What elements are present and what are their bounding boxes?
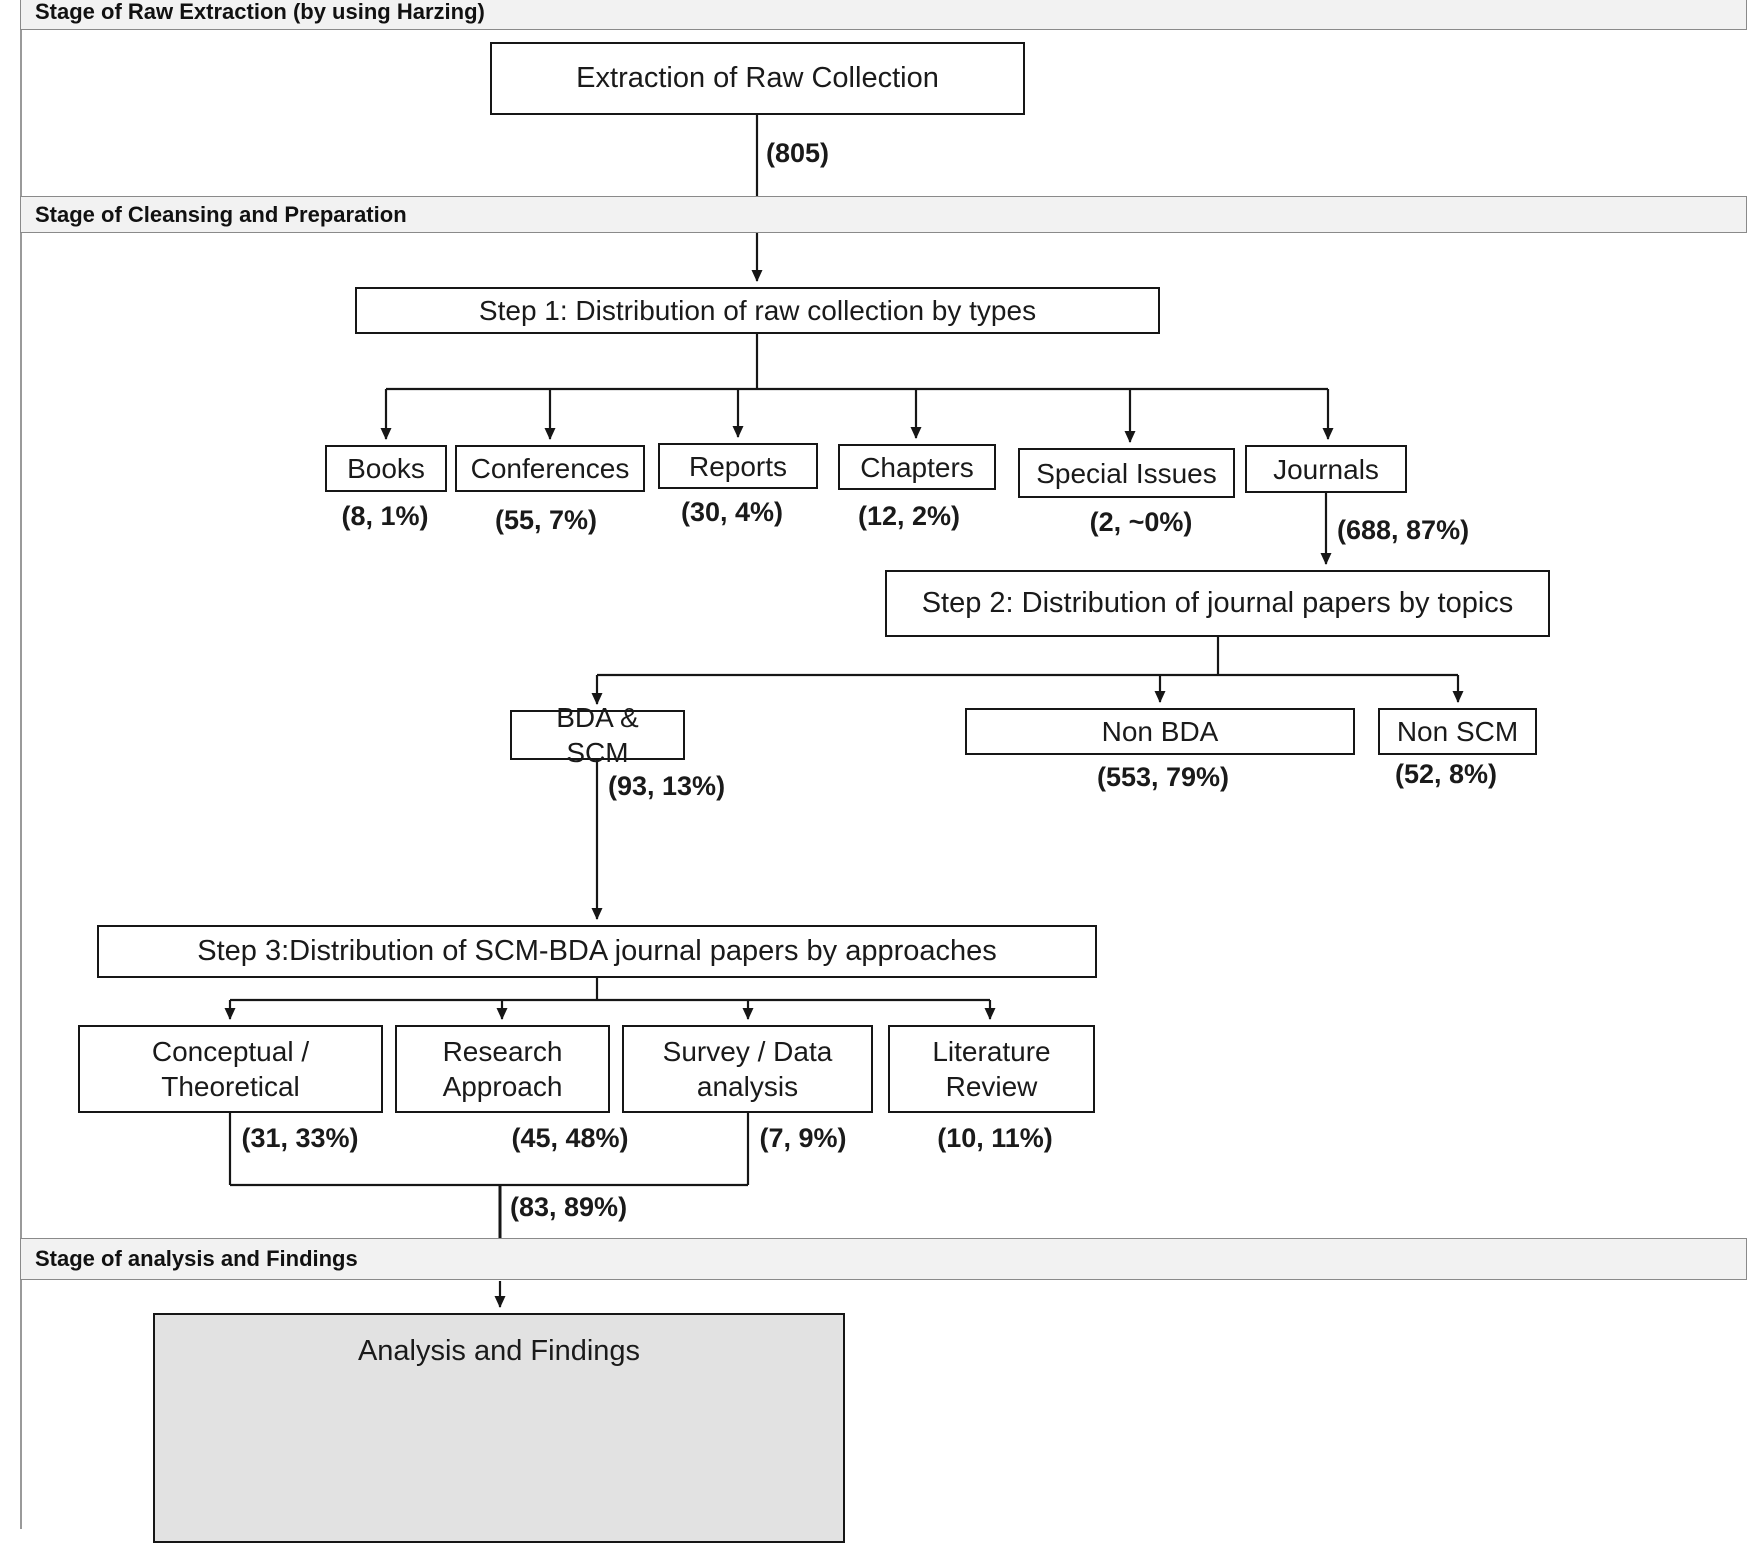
extraction-box <box>490 42 1025 115</box>
topic-count-bda-scm: (93, 13%) <box>608 771 726 801</box>
topic-label-bda-scm: BDA & SCM <box>556 702 639 768</box>
approach-box-literature <box>888 1025 1095 1113</box>
approach-count-research: (45, 48%) <box>511 1123 629 1153</box>
analysis-findings-label: Analysis and Findings <box>357 1335 641 1367</box>
type-label-conferences: Conferences <box>470 453 630 484</box>
step2-label: Step 2: Distribution of journal papers by topics <box>921 587 1514 620</box>
step3-box <box>97 925 1097 978</box>
step3-label: Step 3:Distribution of SCM-BDA journal papers by approaches <box>197 935 997 968</box>
type-box-books <box>325 445 447 492</box>
stage-bar-raw-extraction <box>20 0 1747 30</box>
type-count-books: (8, 1%) <box>341 501 429 531</box>
type-count-journals: (688, 87%) <box>1337 515 1470 545</box>
type-box-reports <box>658 443 818 489</box>
approach-box-survey <box>622 1025 873 1113</box>
step2-box <box>885 570 1550 637</box>
approach-count-survey: (7, 9%) <box>759 1123 847 1153</box>
type-box-special-issues <box>1018 448 1235 498</box>
topic-box-bda-scm <box>510 702 685 768</box>
type-box-chapters <box>838 444 996 490</box>
topic-box-non-scm <box>1378 708 1537 755</box>
type-label-books: Books <box>347 453 425 484</box>
type-count-reports: (30, 4%) <box>680 497 784 527</box>
type-count-conferences: (55, 7%) <box>494 505 598 535</box>
stage-raw-extraction-label: Stage of Raw Extraction (by using Harzing) <box>35 0 485 24</box>
type-count-special-issues: (2, ~0%) <box>1089 507 1193 537</box>
type-label-reports: Reports <box>688 450 788 482</box>
step1-box <box>355 287 1160 334</box>
stage-bar-cleansing <box>20 196 1747 233</box>
approach-label-research: Research Approach <box>442 1036 563 1102</box>
type-box-conferences <box>455 445 645 492</box>
step1-label: Step 1: Distribution of raw collection by types <box>478 295 1037 326</box>
approach-count-conceptual: (31, 33%) <box>241 1123 359 1153</box>
extraction-label: Extraction of Raw Collection <box>576 62 939 95</box>
type-label-chapters: Chapters <box>860 451 974 483</box>
type-box-journals <box>1245 445 1407 493</box>
topic-label-non-bda: Non BDA <box>1101 716 1219 747</box>
approach-box-conceptual <box>78 1025 383 1113</box>
combined-count: (83, 89%) <box>510 1192 628 1222</box>
type-count-chapters: (12, 2%) <box>857 501 961 531</box>
type-label-journals: Journals <box>1273 453 1379 485</box>
stage-cleansing-label: Stage of Cleansing and Preparation <box>35 201 407 227</box>
extraction-count: (805) <box>766 138 830 168</box>
stage-bar-analysis <box>20 1238 1747 1280</box>
topic-label-non-scm: Non SCM <box>1396 716 1519 747</box>
type-label-special-issues: Special Issues <box>1036 457 1217 489</box>
topic-count-non-bda: (553, 79%) <box>1096 762 1230 792</box>
approach-label-conceptual: Conceptual / Theoretical <box>151 1036 310 1102</box>
topic-count-non-scm: (52, 8%) <box>1394 759 1498 789</box>
approach-label-survey: Survey / Data analysis <box>662 1036 833 1102</box>
topic-box-non-bda <box>965 708 1355 755</box>
approach-count-literature: (10, 11%) <box>937 1123 1053 1153</box>
stage-analysis-label: Stage of analysis and Findings <box>35 1246 358 1271</box>
approach-box-research <box>395 1025 610 1113</box>
approach-label-literature: Literature Review <box>932 1036 1051 1102</box>
analysis-findings-box <box>153 1313 845 1543</box>
